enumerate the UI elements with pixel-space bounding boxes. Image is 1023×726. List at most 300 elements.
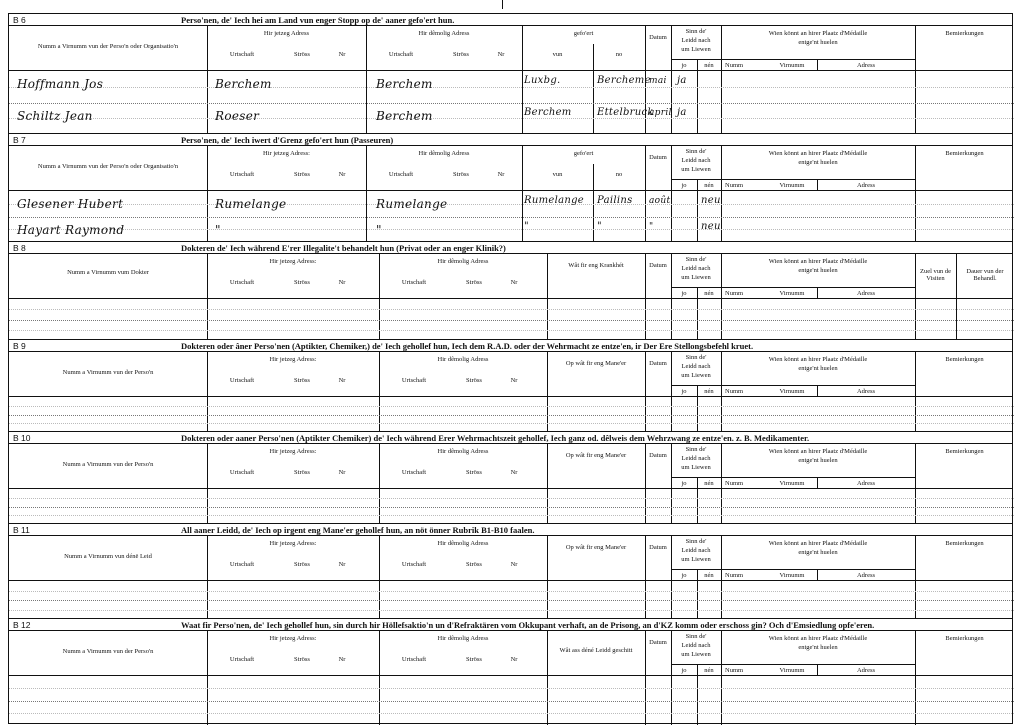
handwritten-current-locality: "	[215, 222, 221, 237]
column-divider	[207, 631, 208, 725]
wien-sub-divider	[817, 59, 818, 71]
handwritten-date: août	[649, 196, 671, 206]
section-title: Perso'nen, de' Iech iwert d'Grenz gefo'ert hun (Passeuren)	[181, 135, 394, 145]
yes-label: jo	[681, 572, 687, 579]
column-header-row	[9, 146, 1012, 191]
medal-recipient-label-2: entge'nt huelen	[798, 365, 838, 372]
section-code: B 11	[13, 525, 30, 535]
handwritten-former-locality: "	[376, 222, 382, 237]
name-column-label: Numm a Virnumm vun der Perso'n oder Organisatio'n	[37, 163, 179, 170]
date-label: Datum	[649, 544, 667, 551]
column-divider	[915, 444, 916, 524]
locality-label: Urtschaft	[401, 656, 427, 663]
locality-label: Urtschaft	[401, 377, 427, 384]
handwritten-former-locality: Berchem	[376, 77, 433, 91]
jo-nen-divider	[697, 179, 698, 242]
yes-label: jo	[681, 290, 687, 297]
handwritten-name: Schiltz Jean	[17, 108, 93, 123]
section-code: B 10	[13, 433, 31, 443]
address-label: Adress	[856, 290, 876, 297]
section-title: Dokteren oder aaner Perso'nen (Aptikter Chemiker) de' Iech während Erer Wehrmachtszeit gehollef, Iech ganz od. dêlweis dem Wehrzwang ze entze'en. z. B. Medikamenter.	[181, 433, 810, 443]
entry-subline	[9, 309, 1014, 310]
from-label: vun	[552, 51, 563, 58]
column-divider	[721, 536, 722, 619]
alive-label-1: Sinn de'	[685, 256, 707, 263]
column-divider	[379, 444, 380, 524]
number-label: Nr	[510, 656, 518, 663]
entry-subline	[9, 713, 1014, 714]
number-label: Nr	[338, 377, 346, 384]
column-divider	[645, 254, 646, 340]
visits-count-label: Zuel vun de Visiten	[919, 268, 952, 283]
section-header	[9, 524, 1012, 536]
yes-label: jo	[681, 388, 687, 395]
transported-label: gefo'ert	[573, 150, 594, 157]
locality-label: Urtschaft	[229, 171, 255, 178]
former-address-label: Hir dêmolig Adress	[437, 635, 489, 642]
number-label: Nr	[497, 51, 505, 58]
column-divider	[915, 631, 916, 725]
section-code: B 12	[13, 620, 31, 630]
alive-label-3: um Liewen	[681, 556, 711, 563]
sinn-subrule	[671, 664, 721, 665]
wien-sub-divider	[817, 569, 818, 581]
wien-sub-divider	[817, 287, 818, 299]
street-label: Ströss	[294, 469, 310, 476]
street-label: Ströss	[466, 469, 482, 476]
alive-label-2: Leidd nach	[681, 157, 711, 164]
column-header-row	[9, 631, 1012, 676]
surname-label: Numm	[725, 62, 744, 69]
firstname-label: Virnumm	[779, 290, 805, 297]
entry-row-line	[9, 217, 1014, 218]
entry-subline	[9, 229, 1014, 230]
medal-recipient-label: Wien könnt an hirer Plaatz d'Médaille	[768, 540, 868, 547]
alive-label-3: um Liewen	[681, 166, 711, 173]
alive-label-2: Leidd nach	[681, 363, 711, 370]
former-address-label: Hir dêmolig Adress	[437, 258, 489, 265]
handwritten-yes: ja	[677, 106, 687, 118]
entry-row-line	[9, 103, 1014, 104]
column-divider	[207, 254, 208, 340]
locality-label: Urtschaft	[229, 561, 255, 568]
handwritten-name: Hayart Raymond	[17, 222, 125, 237]
section-title: Perso'nen, de' Iech hei am Land vun enger Stopp op de' aaner gefo'ert hun.	[181, 15, 455, 25]
locality-label: Urtschaft	[229, 51, 255, 58]
sinn-subrule	[671, 59, 721, 60]
handwritten-yes: ja	[677, 75, 687, 86]
column-divider	[671, 444, 672, 524]
name-column-label: Numm a Virnumm vun der Perso'n	[62, 461, 154, 468]
locality-label: Urtschaft	[229, 656, 255, 663]
date-label: Datum	[649, 154, 667, 161]
column-header-row	[9, 254, 1012, 299]
remarks-label: Bemierkungen	[945, 635, 984, 642]
number-label: Nr	[338, 51, 346, 58]
surname-label: Numm	[725, 182, 744, 189]
handwritten-to: "	[597, 220, 602, 232]
date-label: Datum	[649, 639, 667, 646]
street-label: Ströss	[453, 171, 469, 178]
column-divider	[956, 254, 957, 340]
firstname-label: Virnumm	[779, 62, 805, 69]
number-label: Nr	[338, 561, 346, 568]
wien-subrule	[721, 569, 915, 570]
wien-subrule	[721, 664, 915, 665]
entry-subline	[9, 591, 1014, 592]
handwritten-from: Luxbg.	[524, 75, 561, 86]
yes-label: jo	[681, 62, 687, 69]
alive-label-2: Leidd nach	[681, 265, 711, 272]
alive-label-3: um Liewen	[681, 651, 711, 658]
former-address-label: Hir dêmolig Adress	[437, 448, 489, 455]
street-label: Ströss	[466, 561, 482, 568]
column-divider	[645, 444, 646, 524]
address-label: Adress	[856, 182, 876, 189]
handwritten-to: Ettelbruck	[597, 106, 654, 118]
column-divider	[207, 536, 208, 619]
section-header	[9, 242, 1012, 254]
form-page	[8, 13, 1013, 724]
jo-nen-divider	[697, 59, 698, 134]
column-divider	[721, 352, 722, 432]
column-divider	[207, 146, 208, 242]
handwritten-name: Hoffmann Jos	[17, 77, 104, 91]
column-divider	[593, 44, 594, 134]
name-column-label: Numm a Virnumm vum Dokter	[67, 269, 149, 276]
current-address-label: Hir jetzeg Adress	[263, 30, 310, 37]
column-divider	[207, 444, 208, 524]
former-address-label: Hir dêmolig Adress	[437, 540, 489, 547]
locality-label: Urtschaft	[388, 171, 414, 178]
name-column-label: Numm a Virnumm vun der Perso'n	[62, 648, 154, 655]
medal-recipient-label: Wien könnt an hirer Plaatz d'Médaille	[768, 150, 868, 157]
medal-recipient-label: Wien könnt an hirer Plaatz d'Médaille	[768, 356, 868, 363]
medal-recipient-label: Wien könnt an hirer Plaatz d'Médaille	[768, 258, 868, 265]
medal-recipient-label-2: entge'nt huelen	[798, 267, 838, 274]
number-label: Nr	[510, 469, 518, 476]
column-divider	[645, 146, 646, 242]
no-label: nén	[704, 62, 714, 69]
alive-label-2: Leidd nach	[681, 547, 711, 554]
column-divider	[379, 254, 380, 340]
handwritten-current-locality: Berchem	[215, 77, 272, 91]
column-divider	[671, 536, 672, 619]
handwritten-from: "	[524, 220, 529, 232]
entry-row-line	[9, 600, 1014, 601]
column-divider	[721, 146, 722, 242]
number-label: Nr	[510, 279, 518, 286]
extra-column-label: Op wât fir eng Mane'er	[565, 360, 627, 367]
alive-label-2: Leidd nach	[681, 642, 711, 649]
handwritten-date: "	[649, 221, 654, 232]
sinn-subrule	[671, 477, 721, 478]
no-label: nén	[704, 572, 714, 579]
entry-row-line	[9, 320, 1014, 321]
number-label: Nr	[510, 561, 518, 568]
section-title: All aaner Leidd, de' Iech op irgent eng Mane'er gehollef hun, an nöt önner Rubrik B1-B10 faalen.	[181, 525, 535, 535]
section-title: Dokteren oder âner Perso'nen (Aptikter, Chemiker,) de' Iech gehollef hun, Iech dem R.A.D. oder der Wehrmacht ze entze'en, ir Der Ere Stellongsbefehl kruet.	[181, 341, 754, 351]
section-b12	[9, 618, 1012, 724]
street-label: Ströss	[294, 171, 310, 178]
no-label: nén	[704, 667, 714, 674]
sinn-subrule	[671, 287, 721, 288]
address-label: Adress	[856, 480, 876, 487]
name-column-label: Numm a Virnumm vun dénë Leid	[64, 553, 152, 560]
remarks-label: Bemierkungen	[945, 30, 984, 37]
entry-subline	[9, 688, 1014, 689]
column-divider	[721, 444, 722, 524]
column-divider	[379, 631, 380, 725]
column-header-row	[9, 444, 1012, 489]
wien-subrule	[721, 287, 915, 288]
column-divider	[915, 254, 916, 340]
wien-sub-divider	[817, 179, 818, 191]
entry-subline	[9, 610, 1014, 611]
surname-label: Numm	[725, 667, 744, 674]
column-divider	[645, 536, 646, 619]
section-header	[9, 134, 1012, 146]
handwritten-date: april	[649, 107, 672, 118]
column-divider	[547, 352, 548, 432]
section-header	[9, 340, 1012, 352]
no-label: nén	[704, 480, 714, 487]
jo-nen-divider	[697, 569, 698, 619]
current-address-label: Hir jetzeg Adress:	[263, 150, 310, 157]
medal-recipient-label: Wien könnt an hirer Plaatz d'Médaille	[768, 635, 868, 642]
locality-label: Urtschaft	[401, 561, 427, 568]
street-label: Ströss	[294, 51, 310, 58]
entry-row-line	[9, 415, 1014, 416]
section-b9	[9, 339, 1012, 431]
surname-label: Numm	[725, 572, 744, 579]
yes-label: jo	[681, 182, 687, 189]
number-label: Nr	[338, 656, 346, 663]
top-tick-mark	[502, 0, 503, 9]
wien-subrule	[721, 59, 915, 60]
handwritten-former-locality: Rumelange	[376, 197, 448, 211]
street-label: Ströss	[294, 656, 310, 663]
date-label: Datum	[649, 452, 667, 459]
entry-subline	[9, 406, 1014, 407]
address-label: Adress	[856, 388, 876, 395]
column-divider	[379, 352, 380, 432]
from-label: vun	[552, 171, 563, 178]
section-b10	[9, 431, 1012, 523]
alive-label-3: um Liewen	[681, 372, 711, 379]
locality-label: Urtschaft	[388, 51, 414, 58]
column-divider	[522, 146, 523, 242]
sinn-subrule	[671, 569, 721, 570]
alive-label-2: Leidd nach	[681, 455, 711, 462]
street-label: Ströss	[294, 561, 310, 568]
wien-sub-divider	[817, 664, 818, 676]
column-divider	[721, 631, 722, 725]
jo-nen-divider	[697, 664, 698, 725]
street-label: Ströss	[453, 51, 469, 58]
entry-subline	[9, 204, 1014, 205]
yes-label: jo	[681, 667, 687, 674]
address-label: Adress	[856, 62, 876, 69]
section-b6	[9, 13, 1012, 133]
column-divider	[645, 352, 646, 432]
alive-label-3: um Liewen	[681, 46, 711, 53]
former-address-label: Hir dêmolig Adress	[437, 356, 489, 363]
column-divider	[547, 444, 548, 524]
name-column-label: Numm a Virnumm vun der Perso'n	[62, 369, 154, 376]
column-divider	[915, 146, 916, 242]
section-header	[9, 432, 1012, 444]
remarks-label: Bemierkungen	[945, 540, 984, 547]
alive-label-3: um Liewen	[681, 464, 711, 471]
locality-label: Urtschaft	[229, 279, 255, 286]
address-label: Adress	[856, 667, 876, 674]
firstname-label: Virnumm	[779, 480, 805, 487]
no-label: nén	[704, 182, 714, 189]
section-b8	[9, 241, 1012, 339]
to-label: no	[615, 51, 623, 58]
date-label: Datum	[649, 262, 667, 269]
column-divider	[721, 254, 722, 340]
transported-label: gefo'ert	[573, 30, 594, 37]
handwritten-to: Bercheme	[597, 75, 651, 86]
current-address-label: Hir jetzeg Adress:	[269, 448, 317, 455]
surname-label: Numm	[725, 480, 744, 487]
remarks-label: Bemierkungen	[945, 150, 984, 157]
street-label: Ströss	[466, 656, 482, 663]
locality-label: Urtschaft	[229, 377, 255, 384]
wien-sub-divider	[817, 385, 818, 397]
number-label: Nr	[338, 469, 346, 476]
handwritten-current-locality: Rumelange	[215, 197, 287, 211]
sinn-subrule	[671, 385, 721, 386]
handwritten-from: Rumelange	[524, 195, 584, 206]
firstname-label: Virnumm	[779, 572, 805, 579]
firstname-label: Virnumm	[779, 667, 805, 674]
column-divider	[915, 536, 916, 619]
number-label: Nr	[510, 377, 518, 384]
section-code: B 9	[13, 341, 26, 351]
alive-label-3: um Liewen	[681, 274, 711, 281]
handwritten-former-locality: Berchem	[376, 108, 433, 123]
column-divider	[915, 352, 916, 432]
section-title: Dokteren de' Iech während E'rer Illegalite't behandelt hun (Privat oder an enger Klinik?)	[181, 243, 506, 253]
locality-label: Urtschaft	[229, 469, 255, 476]
date-label: Datum	[649, 34, 667, 41]
alive-label-1: Sinn de'	[685, 538, 707, 545]
column-divider	[366, 146, 367, 242]
medal-recipient-label-2: entge'nt huelen	[798, 457, 838, 464]
entry-subline	[9, 118, 1014, 119]
alive-label-1: Sinn de'	[685, 148, 707, 155]
alive-label-2: Leidd nach	[681, 37, 711, 44]
column-divider	[645, 631, 646, 725]
wien-sub-divider	[817, 477, 818, 489]
handwritten-date: mai	[649, 76, 667, 86]
column-divider	[547, 631, 548, 725]
extra-column-label: Wât fir eng Krankhét	[568, 262, 624, 269]
current-address-label: Hir jetzeg Adress:	[269, 540, 317, 547]
number-label: Nr	[338, 171, 346, 178]
former-address-label: Hir dêmolig Adress	[418, 30, 470, 37]
street-label: Ströss	[294, 377, 310, 384]
firstname-label: Virnumm	[779, 388, 805, 395]
former-address-label: Hir dêmolig Adress	[418, 150, 470, 157]
name-column-label: Numm a Virnumm vun der Perso'n oder Organisatio'n	[37, 43, 179, 50]
column-divider	[671, 352, 672, 432]
column-header-row	[9, 352, 1012, 397]
entry-subline	[9, 423, 1014, 424]
alive-label-1: Sinn de'	[685, 633, 707, 640]
entry-subline	[9, 515, 1014, 516]
medal-recipient-label-2: entge'nt huelen	[798, 159, 838, 166]
column-divider	[671, 146, 672, 242]
handwritten-name: Glesener Hubert	[17, 197, 124, 211]
locality-label: Urtschaft	[401, 469, 427, 476]
wien-subrule	[721, 477, 915, 478]
street-label: Ströss	[466, 279, 482, 286]
wien-subrule	[721, 385, 915, 386]
extra-column-label: Wât ass déné Leidd geschitt	[559, 647, 633, 654]
entry-subline	[9, 87, 1014, 88]
date-label: Datum	[649, 360, 667, 367]
section-code: B 7	[13, 135, 26, 145]
medal-recipient-label: Wien könnt an hirer Plaatz d'Médaille	[768, 30, 868, 37]
firstname-label: Virnumm	[779, 182, 805, 189]
extra-column-label: Op wât fir eng Mane'er	[565, 544, 627, 551]
column-divider	[671, 631, 672, 725]
alive-label-1: Sinn de'	[685, 28, 707, 35]
to-label: no	[615, 171, 623, 178]
no-label: nén	[704, 388, 714, 395]
sinn-subrule	[671, 179, 721, 180]
column-divider	[547, 254, 548, 340]
entry-row-line	[9, 507, 1014, 508]
jo-nen-divider	[697, 385, 698, 432]
street-label: Ströss	[466, 377, 482, 384]
yes-label: jo	[681, 480, 687, 487]
alive-label-1: Sinn de'	[685, 354, 707, 361]
treatment-duration-label: Dauer vun der Behandl.	[966, 268, 1004, 283]
section-code: B 6	[13, 15, 26, 25]
medal-recipient-label-2: entge'nt huelen	[798, 39, 838, 46]
current-address-label: Hir jetzeg Adress:	[269, 258, 317, 265]
locality-label: Urtschaft	[401, 279, 427, 286]
handwritten-no: neu	[701, 220, 721, 232]
current-address-label: Hir jetzeg Adress:	[269, 356, 317, 363]
extra-column-label: Op wât fir eng Mane'er	[565, 452, 627, 459]
entry-row-line	[9, 701, 1014, 702]
current-address-label: Hir jetzeg Adress:	[269, 635, 317, 642]
remarks-label: Bemierkungen	[945, 448, 984, 455]
column-divider	[547, 536, 548, 619]
handwritten-current-locality: Roeser	[215, 108, 260, 123]
column-divider	[379, 536, 380, 619]
address-label: Adress	[856, 572, 876, 579]
handwritten-from: Berchem	[524, 106, 572, 118]
handwritten-no: neu	[701, 195, 721, 206]
section-header	[9, 14, 1012, 26]
no-label: nén	[704, 290, 714, 297]
entry-subline	[9, 330, 1014, 331]
surname-label: Numm	[725, 388, 744, 395]
section-title: Waat fir Perso'nen, de' Iech gehollef hun, sin durch hir Höllefsaktio'n un d'Refraktären vom Okkupant verhaft, an de Prisong, an d'KZ komm oder erschoss gin? Och d'Emsiedlung opfe'eren.	[181, 620, 875, 630]
section-header	[9, 619, 1012, 631]
section-b7	[9, 133, 1012, 241]
entry-subline	[9, 498, 1014, 499]
medal-recipient-label-2: entge'nt huelen	[798, 549, 838, 556]
street-label: Ströss	[294, 279, 310, 286]
